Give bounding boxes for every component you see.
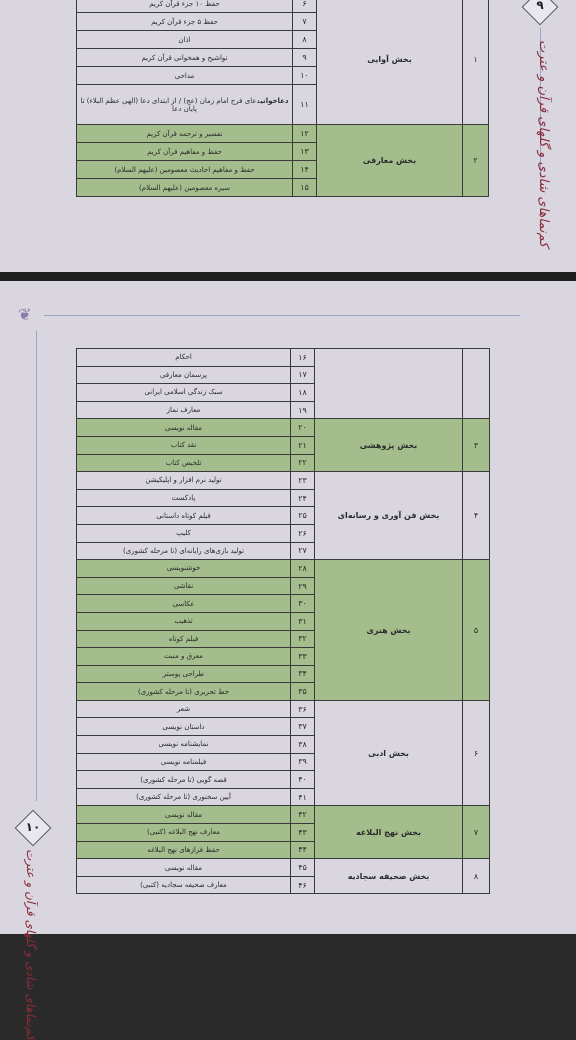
item-title: تلخیص کتاب xyxy=(77,454,291,472)
item-number: ۹ xyxy=(293,49,317,67)
item-number: ۱۹ xyxy=(291,401,315,419)
item-title: معارف نماز xyxy=(77,401,291,419)
item-title: معرق و منبت xyxy=(77,648,291,666)
item-number: ۳۹ xyxy=(291,753,315,771)
item-title: خوشنویسی xyxy=(77,560,291,578)
side-title: کم‌نماهای شادی و گلهای قرآن و عترت xyxy=(536,40,551,248)
table-row xyxy=(77,700,490,718)
item-title: فیلم کوتاه داستانی xyxy=(77,507,291,525)
item-number: ۲۲ xyxy=(291,454,315,472)
item-title: حفظ و مفاهیم قرآن کریم xyxy=(77,143,293,161)
item-title: تولید نرم افزار و اپلیکیشن xyxy=(77,472,291,490)
item-number: ۳۸ xyxy=(291,736,315,754)
section-title: بخش آوایی xyxy=(317,0,463,125)
item-title: فیلمنامه نویسی xyxy=(77,753,291,771)
section-title: بخش نهج البلاغه xyxy=(315,806,463,859)
item-title: معارف صحیفه سجادیه (کتبی) xyxy=(77,876,291,894)
item-number: ۱۳ xyxy=(293,143,317,161)
item-number: ۳۷ xyxy=(291,718,315,736)
item-number: ۱۵ xyxy=(293,179,317,197)
item-title: نقد کتاب xyxy=(77,436,291,454)
item-number: ۲۵ xyxy=(291,507,315,525)
section-title: بخش هنری xyxy=(315,560,463,701)
item-title: تفسیر و ترجمه قرآن کریم xyxy=(77,125,293,143)
item-title: احکام xyxy=(77,349,291,367)
document-page-10 xyxy=(0,281,576,1040)
item-title: معارف نهج البلاغه (کتبی) xyxy=(77,824,291,842)
section-number: ۷ xyxy=(463,806,490,859)
section-number xyxy=(463,349,490,419)
item-number: ۳۲ xyxy=(291,630,315,648)
decorative-rule xyxy=(44,315,520,316)
table-row xyxy=(77,419,490,437)
item-title: حفظ ۵ جزء قرآن کریم xyxy=(77,13,293,31)
item-number: ۳۰ xyxy=(291,595,315,613)
item-number: ۲۸ xyxy=(291,560,315,578)
item-number: ۶ xyxy=(293,0,317,13)
item-number: ۳۵ xyxy=(291,683,315,701)
item-number: ۱۴ xyxy=(293,161,317,179)
item-number: ۱۰ xyxy=(293,67,317,85)
section-number: ۵ xyxy=(463,560,490,701)
section-number: ۸ xyxy=(463,859,490,894)
item-number: ۲۴ xyxy=(291,489,315,507)
item-number: ۴۵ xyxy=(291,859,315,877)
item-number: ۸ xyxy=(293,31,317,49)
item-title: پرسمان معارفی xyxy=(77,366,291,384)
item-number: ۲۱ xyxy=(291,436,315,454)
item-number: ۴۰ xyxy=(291,771,315,789)
section-number: ۴ xyxy=(463,472,490,560)
item-title: داستان نویسی xyxy=(77,718,291,736)
table-row xyxy=(77,806,490,824)
item-number: ۱۷ xyxy=(291,366,315,384)
table-row xyxy=(77,0,489,13)
section-title: بخش صحیفه سجادیه xyxy=(315,859,463,894)
item-title: مداحی xyxy=(77,67,293,85)
item-number: ۲۹ xyxy=(291,577,315,595)
item-number: ۳۱ xyxy=(291,612,315,630)
competition-table-page-10 xyxy=(76,348,490,894)
item-title: شعر xyxy=(77,700,291,718)
item-title-lead: دعاخوانی xyxy=(260,96,289,105)
section-number: ۶ xyxy=(463,700,490,806)
item-title: حفظ و مفاهیم احادیث معصومین (علیهم السلام) xyxy=(77,161,293,179)
item-title: نقاشی xyxy=(77,577,291,595)
item-number: ۲۰ xyxy=(291,419,315,437)
item-number: ۴۱ xyxy=(291,788,315,806)
section-title xyxy=(315,349,463,419)
item-title xyxy=(77,85,293,125)
item-title-text: دعای فرج امام زمان (عج) / از ابتدای دعا (الهی عظم البلاء) تا پایان دعا xyxy=(80,96,261,113)
item-number: ۳۴ xyxy=(291,665,315,683)
item-number: ۱۸ xyxy=(291,384,315,402)
item-title: سیره معصومین (علیهم السلام) xyxy=(77,179,293,197)
item-number: ۱۶ xyxy=(291,349,315,367)
item-title: فیلم کوتاه xyxy=(77,630,291,648)
item-number: ۷ xyxy=(293,13,317,31)
item-number: ۲۳ xyxy=(291,472,315,490)
section-title: بخش پژوهشی xyxy=(315,419,463,472)
item-title: سبک زندگی اسلامی ایرانی xyxy=(77,384,291,402)
section-number: ۱ xyxy=(463,0,489,125)
item-title: آیین سخنوری (تا مرحله کشوری) xyxy=(77,788,291,806)
competition-table-page-9 xyxy=(76,0,489,197)
item-title: نمایشنامه نویسی xyxy=(77,736,291,754)
item-number: ۴۳ xyxy=(291,824,315,842)
item-number: ۱۲ xyxy=(293,125,317,143)
table-row xyxy=(77,472,490,490)
item-number: ۳۶ xyxy=(291,700,315,718)
item-number: ۴۴ xyxy=(291,841,315,859)
item-title: پادکست xyxy=(77,489,291,507)
section-number: ۳ xyxy=(463,419,490,472)
document-page-9 xyxy=(0,0,576,272)
item-number: ۱۱ xyxy=(293,85,317,125)
item-title: حفظ ۱۰ جزء قرآن کریم xyxy=(77,0,293,13)
item-number: ۳۳ xyxy=(291,648,315,666)
item-title: مقاله نویسی xyxy=(77,859,291,877)
section-title: بخش فن آوری و رسانه‌ای xyxy=(315,472,463,560)
side-title: کم‌نماهای شادی و گلهای قرآن و عترت xyxy=(24,849,38,1040)
item-title: مقاله نویسی xyxy=(77,806,291,824)
item-title: حفظ فرازهای نهج البلاغه xyxy=(77,841,291,859)
table-row xyxy=(77,349,490,367)
table-row xyxy=(77,125,489,143)
table-row xyxy=(77,560,490,578)
item-title: طراحی پوستر xyxy=(77,665,291,683)
item-title: تذهیب xyxy=(77,612,291,630)
section-title: بخش ادبی xyxy=(315,700,463,806)
item-title: عکاسی xyxy=(77,595,291,613)
decorative-rule xyxy=(36,331,37,801)
item-title: مقاله نویسی xyxy=(77,419,291,437)
item-title: تواشیح و همخوانی قرآن کریم xyxy=(77,49,293,67)
ornament-icon: ❦ xyxy=(18,305,32,324)
item-title: کلیپ xyxy=(77,524,291,542)
item-title: قصه گویی (تا مرحله کشوری) xyxy=(77,771,291,789)
item-number: ۲۷ xyxy=(291,542,315,560)
table-row xyxy=(77,859,490,877)
item-title: خط تحریری (تا مرحله کشوری) xyxy=(77,683,291,701)
page-number: ۹ xyxy=(536,0,544,12)
page-number: ۱۰ xyxy=(25,820,41,834)
section-title: بخش معارفی xyxy=(317,125,463,197)
item-number: ۴۶ xyxy=(291,876,315,894)
item-number: ۲۶ xyxy=(291,524,315,542)
page-divider xyxy=(0,272,576,281)
section-number: ۲ xyxy=(463,125,489,197)
item-title: اذان xyxy=(77,31,293,49)
item-number: ۴۲ xyxy=(291,806,315,824)
item-title: تولید بازی‌های رایانه‌ای (تا مرحله کشوری) xyxy=(77,542,291,560)
